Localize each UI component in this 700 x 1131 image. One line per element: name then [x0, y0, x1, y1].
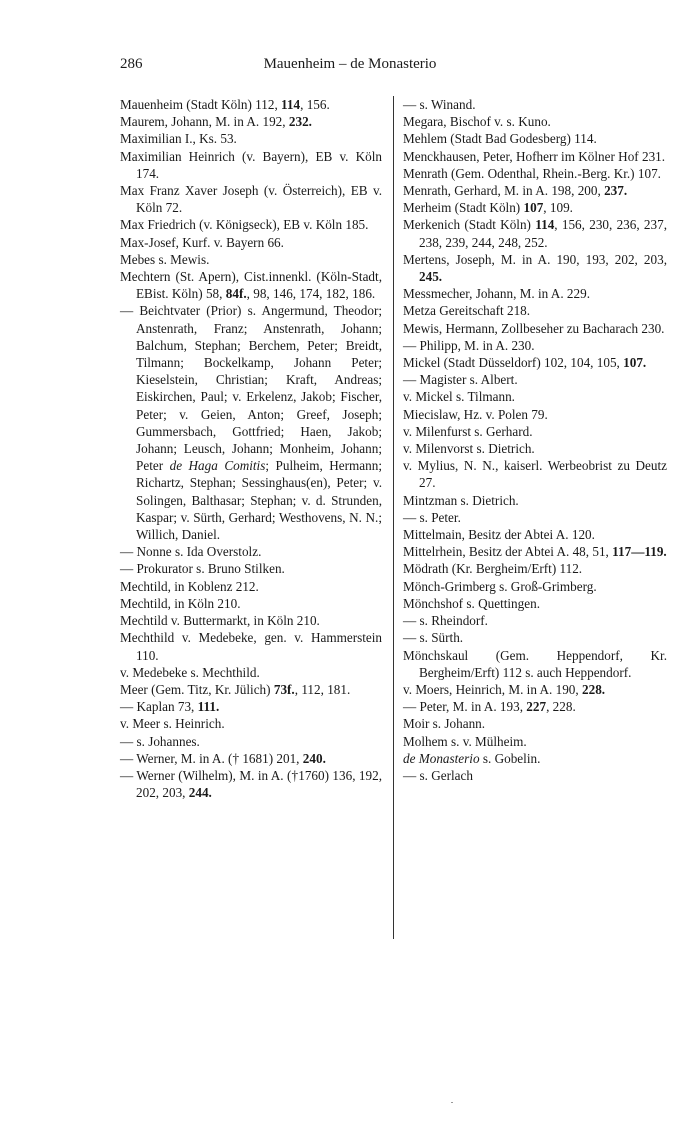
index-entry: Menckhausen, Peter, Hofherr im Kölner Hof 231.	[403, 148, 666, 164]
index-entry: de Monasterio s. Gobelin.	[403, 750, 541, 766]
index-entry: — Kaplan 73, 111.	[120, 699, 220, 715]
index-entry: v. Mickel s. Tilmann.	[403, 389, 515, 405]
index-entry: Mechtild, in Köln 210.	[120, 595, 241, 611]
index-entry: Mödrath (Kr. Bergheim/Erft) 112.	[403, 561, 583, 577]
index-entry: Moir s. Johann.	[403, 716, 486, 732]
index-entry: Maximilian Heinrich (v. Bayern), EB v. Köln 174.	[120, 148, 382, 181]
index-entry: Mechtern (St. Apern), Cist.innenkl. (Köln-Stadt, EBist. Köln) 58, 84f., 98, 146, 174, 182, 186.	[120, 269, 382, 302]
index-entry: Megara, Bischof v. s. Kuno.	[403, 114, 551, 130]
index-entry: Menrath, Gerhard, M. in A. 198, 200, 237.	[403, 183, 628, 199]
index-entry: Mechtild, in Koblenz 212.	[120, 578, 259, 594]
index-entry: — s. Sürth.	[403, 630, 464, 646]
index-entry: Mönchskaul (Gem. Heppendorf, Kr. Bergheim/Erft) 112 s. auch Heppendorf.	[403, 647, 667, 680]
index-entry: Mehlem (Stadt Bad Godesberg) 114.	[403, 131, 597, 147]
index-entry: v. Milenfurst s. Gerhard.	[403, 423, 533, 439]
index-entry: Maurem, Johann, M. in A. 192, 232.	[120, 114, 312, 130]
index-entry: — Nonne s. Ida Overstolz.	[120, 544, 262, 560]
index-entry: Metza Gereitschaft 218.	[403, 303, 531, 319]
index-column-right	[403, 96, 667, 784]
index-entry: — s. Winand.	[403, 97, 476, 112]
index-entry: — Prokurator s. Bruno Stilken.	[120, 561, 285, 577]
index-entry: — Werner (Wilhelm), M. in A. (†1760) 136, 192, 202, 203, 244.	[120, 767, 382, 801]
index-entry: — Beichtvater (Prior) s. Angermund, Theodor; Anstenrath, Franz; Anstenrath, Johann; Balchum, Stephan; Berchem, Peter; Breidt, Tilmann; Bockelkamp, Johann Peter; Kieselstein, Christian; Kraft, Andreas; Eiskirchen, Paul; v. Erkelenz, Jakob; Fischer, Peter; v. Geien, Anton; Greef, Joseph; Gummersbach, Gottfried; Haen, Jakob; Johann; Leusch, Johann; Monheim, Johann; Peter de Haga Comitis; Pulheim, Hermann; Richartz, Stephan; Sessinghaus(en), Peter; v. Solingen, Balthasar; Stephan; v. d. Strunden, Kaspar; v. Sürth, Gerhard; Westhovens, N. N.; Willich, Daniel.	[120, 303, 382, 543]
index-entry: Mickel (Stadt Düsseldorf) 102, 104, 105, 107.	[403, 355, 647, 371]
index-entry: Mechtild v. Buttermarkt, in Köln 210.	[120, 613, 320, 629]
index-entry: — s. Peter.	[403, 509, 461, 525]
index-column-left	[120, 96, 382, 801]
page-number: 286	[120, 56, 143, 72]
index-entry: Mewis, Hermann, Zollbeseher zu Bacharach 230.	[403, 320, 665, 336]
column-divider	[393, 96, 394, 939]
index-entry: Mittelmain, Besitz der Abtei A. 120.	[403, 527, 595, 543]
index-entry: Molhem s. v. Mülheim.	[403, 733, 527, 749]
page-mark	[451, 1102, 453, 1103]
index-entry: — Philipp, M. in A. 230.	[403, 337, 535, 353]
index-entry: — s. Johannes.	[120, 733, 200, 749]
index-entry: — Peter, M. in A. 193, 227, 228.	[403, 699, 576, 715]
index-entry: — Werner, M. in A. († 1681) 201, 240.	[120, 750, 326, 766]
running-head: Mauenheim – de Monasterio	[263, 56, 437, 72]
index-entry: Maximilian I., Ks. 53.	[120, 131, 237, 147]
index-entry: Merheim (Stadt Köln) 107, 109.	[403, 200, 573, 216]
index-entry: — Magister s. Albert.	[403, 372, 518, 388]
index-entry: v. Medebeke s. Mechthild.	[120, 664, 260, 680]
index-entry: v. Meer s. Heinrich.	[120, 716, 225, 732]
index-entry: Mintzman s. Dietrich.	[403, 492, 519, 508]
index-entry: Mertens, Joseph, M. in A. 190, 193, 202, 203, 245.	[403, 251, 667, 285]
index-entry: Mittelrhein, Besitz der Abtei A. 48, 51, 117—119.	[403, 544, 667, 560]
index-entry: Max Franz Xaver Joseph (v. Österreich), EB v. Köln 72.	[120, 183, 382, 216]
index-entry: Merkenich (Stadt Köln) 114, 156, 230, 236, 237, 238, 239, 244, 248, 252.	[403, 217, 668, 250]
index-entry: — s. Rheindorf.	[403, 613, 488, 629]
index-entry: Max Friedrich (v. Königseck), EB v. Köln 185.	[120, 217, 369, 233]
index-entry: Mebes s. Mewis.	[120, 251, 210, 267]
index-entry: Messmecher, Johann, M. in A. 229.	[403, 286, 591, 302]
index-entry: Menrath (Gem. Odenthal, Rhein.-Berg. Kr.) 107.	[403, 165, 661, 181]
index-entry: Meer (Gem. Titz, Kr. Jülich) 73f., 112, 181.	[120, 681, 351, 697]
index-entry: Miecislaw, Hz. v. Polen 79.	[403, 406, 548, 422]
index-entry: v. Moers, Heinrich, M. in A. 190, 228.	[403, 681, 606, 697]
index-entry: Mechthild v. Medebeke, gen. v. Hammerstein 110.	[120, 630, 382, 663]
index-entry: Mönchshof s. Quettingen.	[403, 595, 540, 611]
index-entry: — s. Gerlach	[403, 767, 473, 783]
index-entry: v. Milenvorst s. Dietrich.	[403, 441, 535, 457]
index-entry: v. Mylius, N. N., kaiserl. Werbeobrist zu Deutz 27.	[403, 458, 667, 491]
index-entry: Mönch-Grimberg s. Groß-Grimberg.	[403, 578, 597, 594]
index-entry: Mauenheim (Stadt Köln) 112, 114, 156.	[120, 97, 330, 112]
index-entry: Max-Josef, Kurf. v. Bayern 66.	[120, 234, 284, 250]
